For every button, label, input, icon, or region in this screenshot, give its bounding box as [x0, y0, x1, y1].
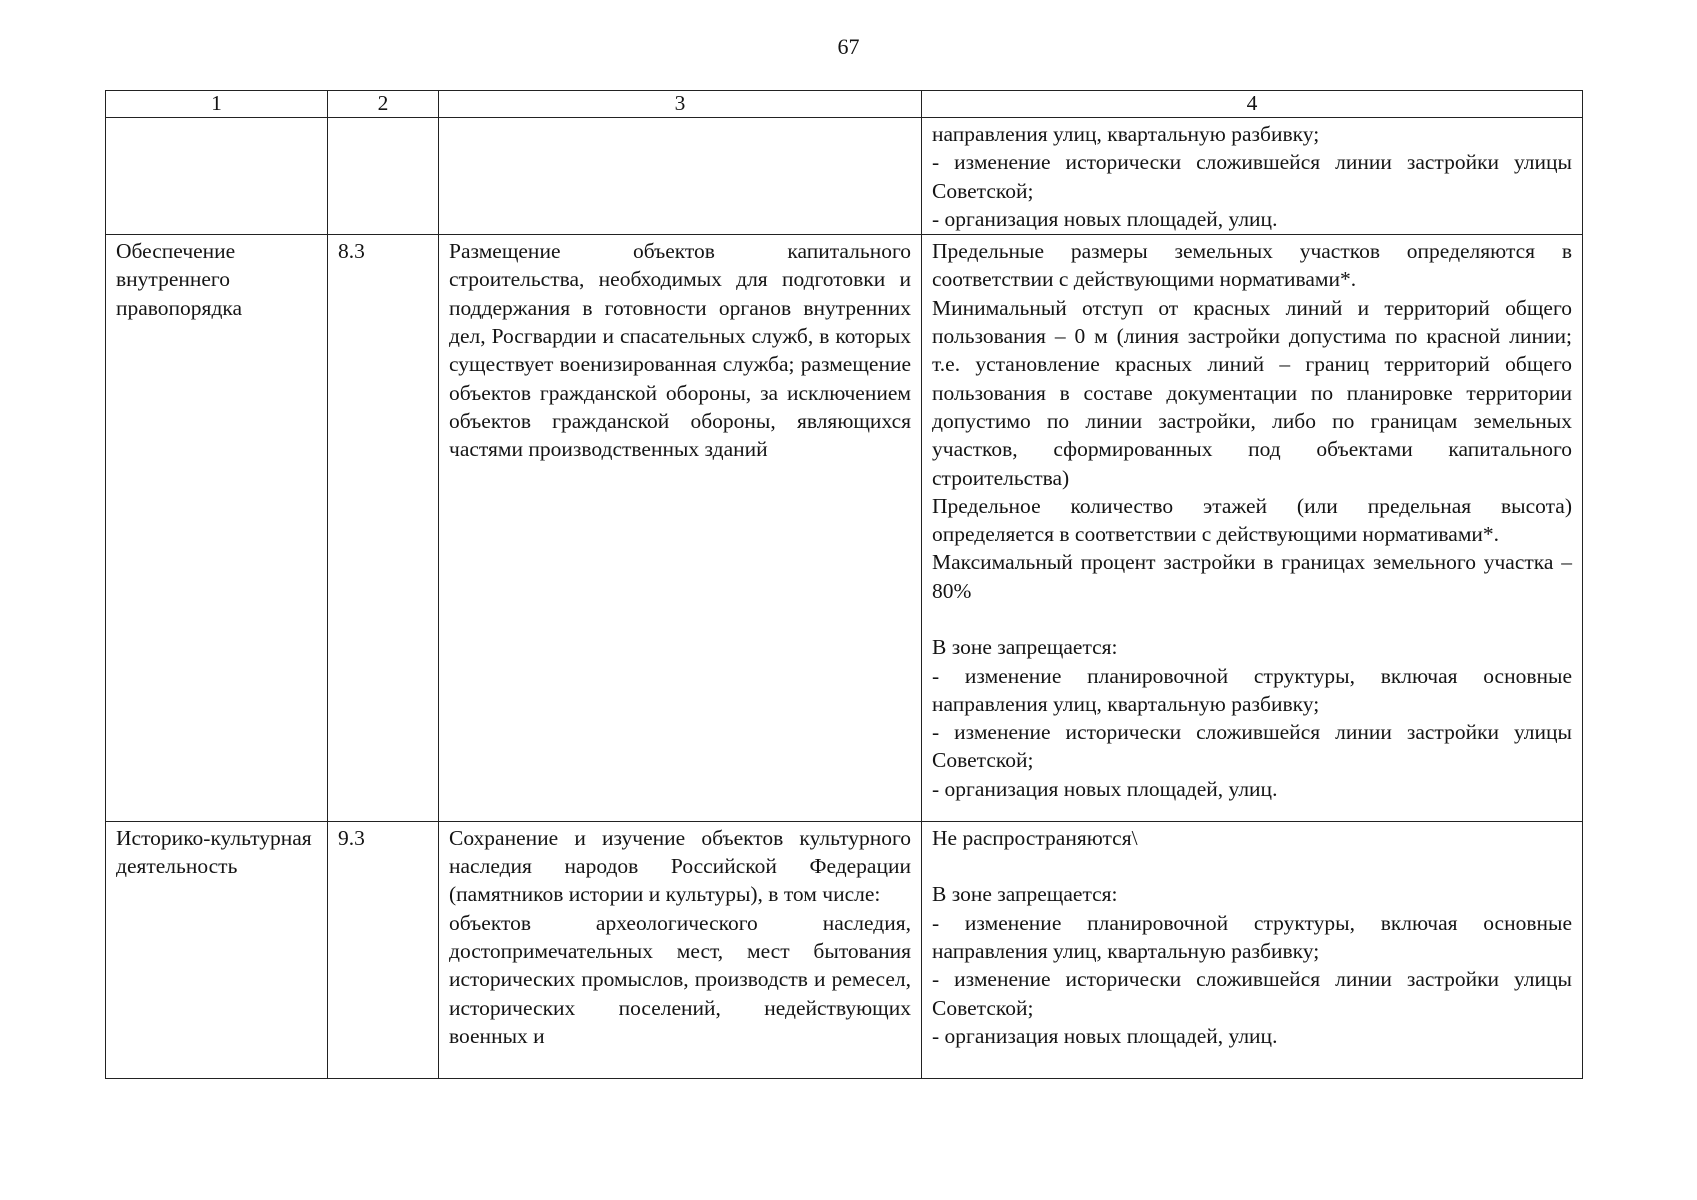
cell-use-description — [439, 118, 922, 235]
table-row — [106, 821, 1583, 1078]
cell-use-regulations: Не распространяются\ В зоне запрещается: - изменение планировочной структуры, включая основные направления улиц, квартальную разбивку; - изменение исторически сложившейся линии застройки улицы Советской; - организация новых площадей, улиц. — [922, 821, 1583, 1078]
cell-use-code — [328, 118, 439, 235]
cell-use-code: 8.3 — [328, 235, 439, 822]
column-header-4: 4 — [922, 91, 1583, 118]
page-number: 67 — [837, 34, 860, 59]
column-header-3: 3 — [439, 91, 922, 118]
cell-use-description: Сохранение и изучение объектов культурного наследия народов Российской Федерации (памятников истории и культуры), в том числе: объектов археологического наследия, достопримечательных мест, мест бытования исторических промыслов, производств и ремесел, исторических поселений, недействующих военных и — [439, 821, 922, 1078]
cell-use-description: Размещение объектов капитального строительства, необходимых для подготовки и поддержания в готовности органов внутренних дел, Росгвардии и спасательных служб, в которых существует военизированная служба; размещение объектов гражданской обороны, за исключением объектов гражданской обороны, являющихся частями производственных зданий — [439, 235, 922, 822]
regulations-table — [105, 90, 1583, 1079]
cell-use-code: 9.3 — [328, 821, 439, 1078]
cell-use-name: Обеспечение внутреннего правопорядка — [106, 235, 328, 822]
column-header-2: 2 — [328, 91, 439, 118]
table-header-row — [106, 91, 1583, 118]
column-header-1: 1 — [106, 91, 328, 118]
cell-use-regulations: Предельные размеры земельных участков определяются в соответствии с действующими нормативами*. Минимальный отступ от красных линий и территорий общего пользования – 0 м (линия застройки допустима по красной линии; т.е. установление красных линий – границ территорий общего пользования в составе документации по планировке территории допустимо по линии застройки, либо по границам земельных участков, сформированных под объектами капитального строительства) Предельное количество этажей (или предельная высота) определяется в соответствии с действующими нормативами*. Максимальный процент застройки в границах земельного участка – 80% В зоне запрещается: - изменение планировочной структуры, включая основные направления улиц, квартальную разбивку; - изменение исторически сложившейся линии застройки улицы Советской; - организация новых площадей, улиц. — [922, 235, 1583, 822]
cell-use-name: Историко-культурная деятельность — [106, 821, 328, 1078]
table-row — [106, 235, 1583, 822]
cell-use-regulations: направления улиц, квартальную разбивку; - изменение исторически сложившейся линии застройки улицы Советской; - организация новых площадей, улиц. — [922, 118, 1583, 235]
table-row — [106, 118, 1583, 235]
cell-use-name — [106, 118, 328, 235]
